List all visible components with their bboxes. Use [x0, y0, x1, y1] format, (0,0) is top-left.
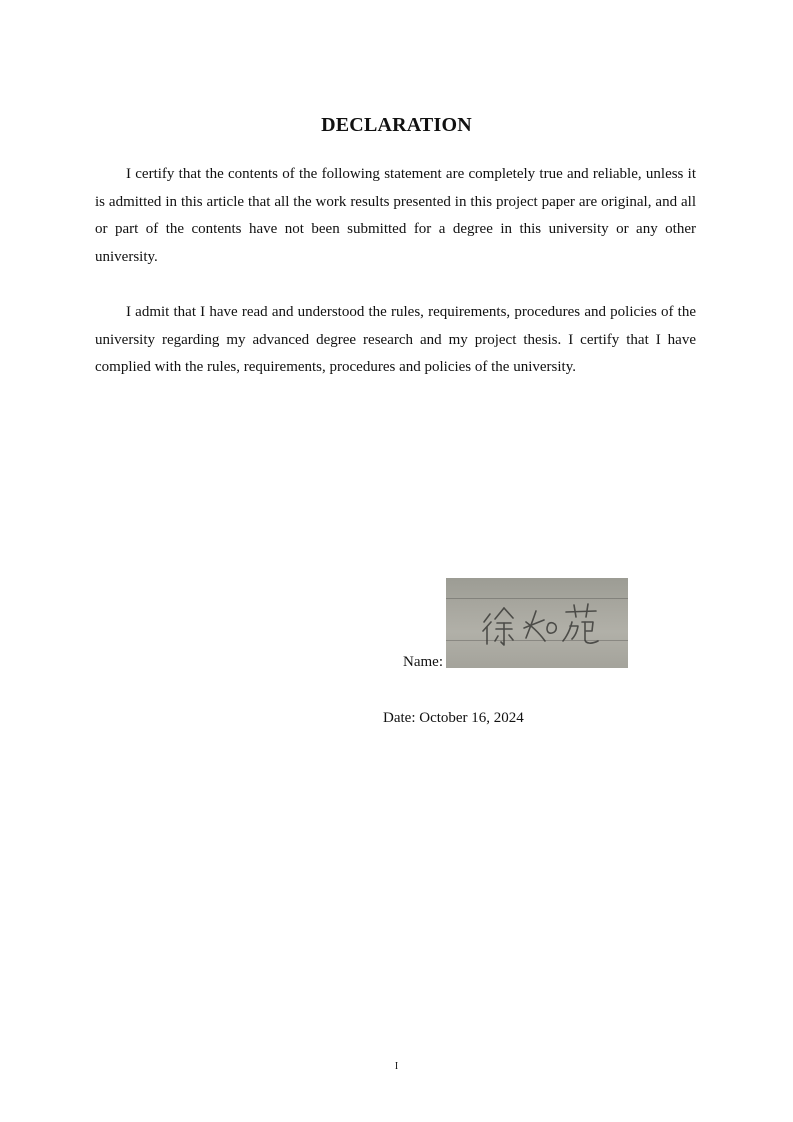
name-label: Name:	[403, 654, 443, 670]
declaration-date: Date: October 16, 2024	[383, 710, 524, 726]
page-number: I	[394, 1061, 399, 1072]
signature-strokes	[446, 578, 628, 668]
declaration-paragraph-2: I admit that I have read and understood the rules, requirements, procedures and policies of the university regarding my advanced degree research and my project thesis. I certify that I have complied with the rules, requirements, procedures and policies of the university.	[95, 304, 696, 375]
declaration-paragraph-1: I certify that the contents of the following statement are completely true and reliable, unless it is admitted in this article that all the work results presented in this project paper are original, and all or part of the contents have not been submitted for a degree in this university or any other university.	[95, 166, 696, 265]
handwritten-signature-image	[446, 578, 628, 668]
page-title: DECLARATION	[321, 114, 472, 136]
